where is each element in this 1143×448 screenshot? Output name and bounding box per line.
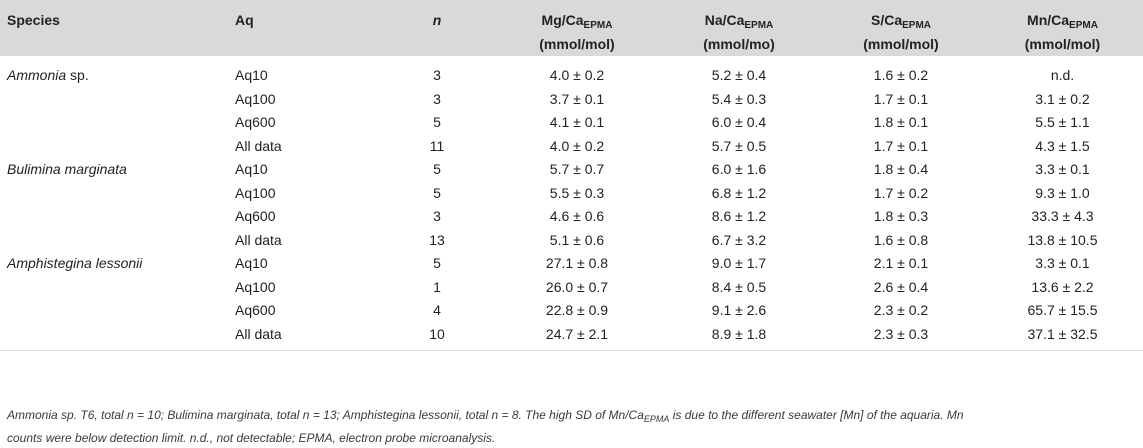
cell-species: Amphistegina lessonii: [7, 255, 143, 271]
cell-na-ca: 6.7 ± 3.2: [711, 231, 767, 248]
cell-species: Ammonia sp.: [7, 67, 89, 83]
table-row: [0, 111, 1143, 135]
cell-mg-ca: 24.7 ± 2.1: [545, 325, 609, 342]
cell-species: [0, 135, 228, 159]
header-mg-ca: $Mg/Ca_{EPMA}$ (mmol/mol): [539, 12, 615, 52]
header-na-ca: $Na/Ca_{EPMA}$ (mmol/mo): [703, 12, 775, 52]
cell-mg-ca: 4.0 ± 0.2: [549, 137, 605, 154]
table-header-row: [0, 0, 1143, 56]
table-row: [0, 276, 1143, 300]
cell-na-ca: 6.8 ± 1.2: [711, 184, 767, 201]
header-n: n: [432, 12, 442, 28]
cell-aq: All data: [235, 137, 282, 154]
cell-na-ca: 6.0 ± 0.4: [711, 114, 767, 130]
cell-species: [0, 182, 228, 206]
cell-n: 3: [433, 67, 441, 83]
cell-aq: Aq10: [235, 67, 268, 83]
table-row: [0, 88, 1143, 112]
cell-mn-ca: 3.3 ± 0.1: [1035, 161, 1090, 177]
header-mn-ca: $Mn/Ca_{EPMA}$ (mmol/mol): [1024, 12, 1101, 52]
cell-na-ca: 8.9 ± 1.8: [711, 325, 767, 342]
cell-n: 3: [433, 208, 441, 224]
cell-mn-ca: 13.6 ± 2.2: [1031, 278, 1094, 295]
cell-aq: Aq600: [235, 208, 276, 224]
cell-species: [0, 323, 228, 351]
table-row: [0, 205, 1143, 229]
cell-mg-ca: 27.1 ± 0.8: [545, 255, 609, 271]
cell-na-ca: 5.4 ± 0.3: [711, 90, 767, 107]
table-footnote: Ammonia sp. T6, total n = 10; Bulimina marginata, total n = 13; Amphistegina lessonii, total n = 8. The high SD of $Mn/Ca_{EPMA}$ is due to the different seawater [Mn] of the aquaria. Mn counts were below detection limit. n.d., not detectable; EPMA, electron probe microanalysis.: [7, 408, 964, 445]
cell-mn-ca: 3.1 ± 0.2: [1035, 90, 1090, 107]
cell-mg-ca: 5.7 ± 0.7: [549, 161, 605, 177]
cell-mg-ca: 5.1 ± 0.6: [549, 231, 605, 248]
cell-aq: Aq100: [235, 278, 276, 295]
cell-s-ca: 1.8 ± 0.1: [873, 114, 929, 130]
cell-mn-ca: n.d.: [1050, 67, 1075, 83]
cell-mn-ca: 37.1 ± 32.5: [1027, 325, 1098, 342]
cell-s-ca: 1.7 ± 0.1: [873, 137, 929, 154]
cell-aq: Aq600: [235, 302, 276, 318]
cell-n: 10: [429, 325, 445, 342]
table-row: [0, 56, 1143, 88]
cell-mn-ca: 4.3 ± 1.5: [1035, 137, 1090, 154]
cell-mn-ca: 65.7 ± 15.5: [1027, 302, 1098, 318]
cell-n: 5: [433, 161, 441, 177]
table-row: [0, 182, 1143, 206]
cell-na-ca: 9.1 ± 2.6: [711, 302, 767, 318]
cell-mg-ca: 4.0 ± 0.2: [549, 67, 605, 83]
table-row: [0, 229, 1143, 253]
cell-na-ca: 8.4 ± 0.5: [711, 278, 767, 295]
cell-aq: All data: [235, 231, 282, 248]
table-row: [0, 323, 1143, 351]
table-row: [0, 252, 1143, 276]
cell-n: 11: [429, 137, 445, 154]
cell-mn-ca: 5.5 ± 1.1: [1035, 114, 1090, 130]
cell-species: [0, 229, 228, 253]
cell-aq: Aq10: [235, 161, 268, 177]
cell-aq: Aq10: [235, 255, 268, 271]
cell-mg-ca: 4.1 ± 0.1: [549, 114, 605, 130]
table-body: [0, 56, 1143, 351]
cell-n: 13: [429, 231, 445, 248]
cell-s-ca: 2.3 ± 0.2: [873, 302, 929, 318]
cell-species: [0, 299, 228, 323]
cell-s-ca: 1.8 ± 0.3: [873, 208, 929, 224]
cell-species: [0, 88, 228, 112]
cell-s-ca: 1.6 ± 0.8: [873, 231, 929, 248]
cell-mg-ca: 22.8 ± 0.9: [545, 302, 609, 318]
header-s-ca: $S/Ca_{EPMA}$ (mmol/mol): [863, 12, 939, 52]
cell-mg-ca: 5.5 ± 0.3: [549, 184, 605, 201]
cell-n: 5: [433, 184, 441, 201]
cell-mn-ca: 9.3 ± 1.0: [1035, 184, 1090, 201]
cell-aq: Aq100: [235, 90, 276, 107]
cell-species: Bulimina marginata: [7, 161, 127, 177]
cell-s-ca: 1.8 ± 0.4: [873, 161, 929, 177]
cell-na-ca: 5.7 ± 0.5: [711, 137, 767, 154]
cell-mn-ca: 13.8 ± 10.5: [1027, 231, 1098, 248]
cell-s-ca: 1.6 ± 0.2: [873, 67, 929, 83]
cell-s-ca: 2.6 ± 0.4: [873, 278, 929, 295]
cell-s-ca: 2.3 ± 0.3: [873, 325, 929, 342]
cell-n: 5: [433, 255, 441, 271]
cell-species: [0, 205, 228, 229]
cell-na-ca: 9.0 ± 1.7: [711, 255, 767, 271]
cell-species: [0, 276, 228, 300]
cell-n: 3: [433, 90, 441, 107]
cell-na-ca: 8.6 ± 1.2: [711, 208, 767, 224]
cell-n: 4: [433, 302, 441, 318]
cell-s-ca: 1.7 ± 0.2: [873, 184, 929, 201]
cell-mg-ca: 4.6 ± 0.6: [549, 208, 605, 224]
cell-species: [0, 111, 228, 135]
header-aq: Aq: [235, 12, 254, 28]
cell-mg-ca: 3.7 ± 0.1: [549, 90, 605, 107]
cell-na-ca: 6.0 ± 1.6: [711, 161, 767, 177]
table-row: [0, 158, 1143, 182]
cell-s-ca: 1.7 ± 0.1: [873, 90, 929, 107]
cell-na-ca: 5.2 ± 0.4: [711, 67, 767, 83]
cell-aq: All data: [235, 325, 282, 342]
cell-mn-ca: 3.3 ± 0.1: [1035, 255, 1090, 271]
cell-n: 5: [433, 114, 441, 130]
cell-s-ca: 2.1 ± 0.1: [873, 255, 929, 271]
cell-aq: Aq600: [235, 114, 276, 130]
cell-mn-ca: 33.3 ± 4.3: [1031, 208, 1094, 224]
cell-aq: Aq100: [235, 184, 276, 201]
cell-n: 1: [433, 278, 441, 295]
cell-mg-ca: 26.0 ± 0.7: [545, 278, 609, 295]
header-species: Species: [7, 12, 60, 28]
table-row: [0, 299, 1143, 323]
table-row: [0, 135, 1143, 159]
